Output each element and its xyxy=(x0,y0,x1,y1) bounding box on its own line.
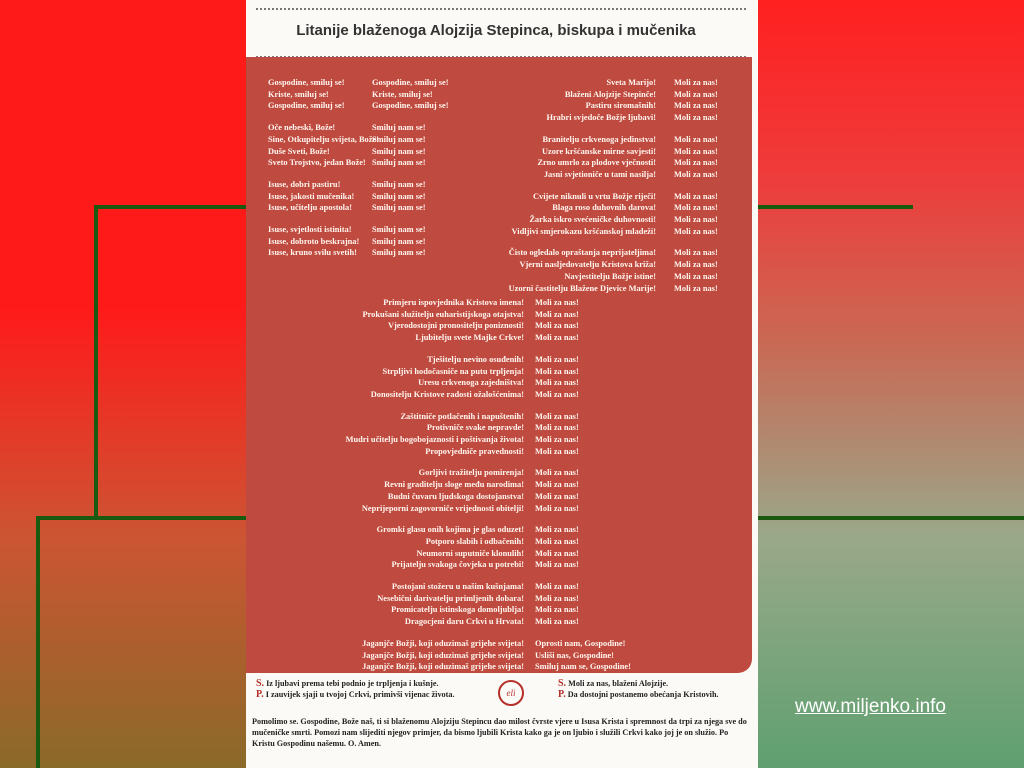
response-line: Moli za nas! xyxy=(674,89,718,99)
s-mark: S. xyxy=(558,678,567,689)
response-line: Moli za nas! xyxy=(674,283,718,293)
invocation-line: Kriste, smiluj se! xyxy=(268,89,329,99)
response-line: Gospodine, smiluj se! xyxy=(372,101,449,111)
response-line: Smiluj nam se! xyxy=(372,158,426,168)
prayer-text: Pomolimo se. Gospodine, Bože naš, ti si blaženomu Alojziju Stepincu dao milost čvrste vjere u Isusa Krista i spremnost da trpi za njega sve do mučeničke smrti. Pomozi nam slijediti njegov primjer, da bismo ljubili Krista kako ga je on ljubio i služili Crkvi kako joj je on služio. Po Kristu Gospodinu našemu. O. Amen. xyxy=(252,717,747,748)
invocation-line: Cvijete niknuli u vrtu Božje riječi! xyxy=(532,191,656,201)
invocation-line: Neprijeporni zagovorniče vrijednosti obitelji! xyxy=(361,503,524,513)
invocation-line: Gospodine, smiluj se! xyxy=(268,101,345,111)
response-line: Moli za nas! xyxy=(674,101,718,111)
invocation-line: Isuse, učitelju apostola! xyxy=(268,203,352,213)
response-line: Moli za nas! xyxy=(535,468,579,478)
invocation-line: Donositelju Kristove radosti ožalošćenima! xyxy=(370,389,524,399)
response-line: Moli za nas! xyxy=(535,503,579,513)
response-line: Smiluj nam se! xyxy=(372,134,426,144)
website-link[interactable]: www.miljenko.info xyxy=(795,696,946,717)
invocation-line: Jaganjče Božji, koji oduzimaš grijehe svijeta! xyxy=(362,662,524,672)
invocation-line: Sveto Trojstvo, jedan Bože! xyxy=(268,158,366,168)
response-line: Smiluj nam se! xyxy=(372,236,426,246)
invocation-line: Branitelju crkvenoga jedinstva! xyxy=(542,134,656,144)
response-line: Moli za nas! xyxy=(535,389,579,399)
invocation-line: Protivniče svake nepravde! xyxy=(426,423,524,433)
invocation-line: Nesebični darivatelju primljenih dobara! xyxy=(377,593,524,603)
invocation-line: Vjerni nasljedovatelju Kristova križa! xyxy=(519,260,656,270)
response-line: Moli za nas! xyxy=(535,548,579,558)
response-line: Moli za nas! xyxy=(535,582,579,592)
left-responses xyxy=(372,77,449,269)
invocation-line: Vidljivi smjerokazu kršćanskoj mladeži! xyxy=(511,226,656,236)
decor-line xyxy=(94,205,98,520)
invocation-line: Strpljivi hodočasniče na putu trpljenja! xyxy=(382,366,524,376)
response-line: Smiluj nam se! xyxy=(372,146,426,156)
invocation-line: Hrabri svjedoče Božje ljubavi! xyxy=(546,113,656,123)
response-line: Moli za nas! xyxy=(674,78,718,87)
invocation-line: Zrno umrlo za plodove vječnosti! xyxy=(537,158,656,168)
decor-line xyxy=(36,516,251,520)
invocation-line: Gromki glasu onih kojima je glas oduzet! xyxy=(376,525,524,535)
center-invocations xyxy=(346,297,524,683)
response-line: Smiluj nam se! xyxy=(372,123,426,133)
invocation-line: Sine, Otkupitelju svijeta, Bože! xyxy=(268,134,379,144)
invocation-line: Sveta Marijo! xyxy=(606,78,656,87)
response-line: Moli za nas! xyxy=(674,158,718,168)
response-line: Moli za nas! xyxy=(535,423,579,433)
response-line: Moli za nas! xyxy=(674,226,718,236)
response-line: Moli za nas! xyxy=(535,536,579,546)
decor-line xyxy=(36,516,40,768)
response-line: Moli za nas! xyxy=(535,378,579,388)
invocation-line: Navjestitelju Božje istine! xyxy=(564,271,656,281)
response-line: Moli za nas! xyxy=(535,333,579,343)
litany-panel xyxy=(246,57,752,673)
versicle-s-left: Iz ljubavi prema tebi podnio je trpljenja i kušnje. xyxy=(266,679,439,688)
invocation-line: Propovjedniče pravednosti! xyxy=(425,446,524,456)
p-mark: P. xyxy=(558,689,566,700)
invocation-line: Prokušani služitelju euharistijskoga otajstva! xyxy=(362,309,524,319)
response-line: Moli za nas! xyxy=(535,480,579,490)
response-line: Kriste, smiluj se! xyxy=(372,89,433,99)
invocation-line: Ljubitelju svete Majke Crkve! xyxy=(415,333,524,343)
invocation-line: Jaganjče Božji, koji oduzimaš grijehe svijeta! xyxy=(362,650,524,660)
center-responses xyxy=(535,297,631,683)
invocation-line: Primjeru ispovjednika Kristova imena! xyxy=(383,298,524,307)
response-line: Smiluj nam se! xyxy=(372,179,426,189)
response-line: Smiluj nam se! xyxy=(372,191,426,201)
s-mark: S. xyxy=(256,678,265,689)
response-line: Moli za nas! xyxy=(535,491,579,501)
invocation-line: Budni čuvaru ljudskoga dostojanstva! xyxy=(387,491,524,501)
invocation-line: Pastiru siromašnih! xyxy=(585,101,656,111)
decor-line xyxy=(94,205,254,209)
response-line: Moli za nas! xyxy=(535,411,579,421)
response-line: Moli za nas! xyxy=(674,113,718,123)
invocation-line: Neumorni suputniče klonulih! xyxy=(416,548,524,558)
invocation-line: Isuse, dobri pastiru! xyxy=(268,179,341,189)
response-line: Smiluj nam se! xyxy=(372,225,426,235)
response-line: Moli za nas! xyxy=(674,271,718,281)
response-line: Usliši nas, Gospodine! xyxy=(535,650,614,660)
invocation-line: Blaga roso duhovnih darova! xyxy=(552,203,656,213)
invocation-line: Isuse, svjetlosti istinita! xyxy=(268,225,352,235)
invocation-line: Postojani stožeru u našim kušnjama! xyxy=(391,582,524,592)
response-line: Moli za nas! xyxy=(535,525,579,535)
response-line: Smiluj nam se! xyxy=(372,203,426,213)
scanned-page xyxy=(246,0,758,768)
invocation-line: Jasni svjetioniče u tami nasilja! xyxy=(543,169,656,179)
response-line: Smiluj nam se, Gospodine! xyxy=(535,662,631,672)
decor-line xyxy=(755,516,1024,520)
response-line: Moli za nas! xyxy=(535,298,579,307)
left-invocations xyxy=(268,77,379,269)
invocation-line: Isuse, kruno svilu svetih! xyxy=(268,248,357,258)
invocation-line: Tješitelju nevino osuđenih! xyxy=(427,354,524,364)
invocation-line: Gospodine, smiluj se! xyxy=(268,78,345,87)
invocation-line: Jaganjče Božji, koji oduzimaš grijehe svijeta! xyxy=(362,638,524,648)
right-responses xyxy=(674,77,718,304)
response-line: Moli za nas! xyxy=(674,215,718,225)
response-line: Moli za nas! xyxy=(674,134,718,144)
invocation-line: Uresu crkvenoga zajedništva! xyxy=(418,378,524,388)
invocation-line: Blaženi Alojzije Stepinče! xyxy=(564,89,656,99)
invocation-line: Promicatelju istinskoga domoljublja! xyxy=(391,605,524,615)
invocation-line: Mudri učitelju bogobojaznosti i poštivanja života! xyxy=(345,435,524,445)
invocation-line: Isuse, dobroto beskrajna! xyxy=(268,236,360,246)
response-line: Moli za nas! xyxy=(535,321,579,331)
invocation-line: Uzore kršćanske mirne savjesti! xyxy=(541,146,656,156)
response-line: Moli za nas! xyxy=(535,354,579,364)
invocation-line: Oče nebeski, Bože! xyxy=(268,123,336,133)
response-line: Gospodine, smiluj se! xyxy=(372,78,449,87)
response-line: Moli za nas! xyxy=(535,366,579,376)
response-line: Moli za nas! xyxy=(535,446,579,456)
invocation-line: Žarka iskro svećeničke duhovnosti! xyxy=(529,215,656,225)
decor-line xyxy=(755,205,913,209)
response-line: Moli za nas! xyxy=(535,605,579,615)
response-line: Moli za nas! xyxy=(674,169,718,179)
invocation-line: Vjerodostojni pronositelju poniznosti! xyxy=(387,321,524,331)
response-line: Moli za nas! xyxy=(535,617,579,627)
invocation-line: Revni graditelju sloge među narodima! xyxy=(384,480,524,490)
invocation-line: Gorljivi tražitelju pomirenja! xyxy=(418,468,524,478)
p-mark: P. xyxy=(256,689,264,700)
response-line: Moli za nas! xyxy=(674,203,718,213)
right-invocations xyxy=(509,77,656,304)
invocation-line: Prijatelju svakoga čovjeka u potrebi! xyxy=(391,560,524,570)
page-title: Litanije blaženoga Alojzija Stepinca, biskupa i mučenika xyxy=(296,22,696,39)
response-line: Oprosti nam, Gospodine! xyxy=(535,638,626,648)
response-line: Moli za nas! xyxy=(535,309,579,319)
response-line: Moli za nas! xyxy=(674,248,718,258)
invocation-line: Uzorni častitelju Blažene Djevice Marije! xyxy=(508,283,656,293)
title-bar xyxy=(256,8,746,58)
invocation-line: Isuse, jakosti mučenika! xyxy=(268,191,355,201)
invocation-line: Dragocjeni daru Crkvi u Hrvata! xyxy=(404,617,524,627)
invocation-line: Zaštitniče potlačenih i napuštenih! xyxy=(400,411,524,421)
response-line: Moli za nas! xyxy=(535,593,579,603)
response-line: Moli za nas! xyxy=(674,191,718,201)
response-line: Moli za nas! xyxy=(535,560,579,570)
response-line: Moli za nas! xyxy=(535,435,579,445)
response-line: Moli za nas! xyxy=(674,260,718,270)
response-line: Smiluj nam se! xyxy=(372,248,426,258)
versicle-p-left: I zauvijek sjaji u tvojoj Crkvi, primivši vijenac života. xyxy=(265,690,455,699)
versicle-p-right: Da dostojni postanemo obećanja Kristovih. xyxy=(567,690,719,699)
response-line: Moli za nas! xyxy=(674,146,718,156)
eli-logo-icon: eli xyxy=(498,680,524,706)
invocation-line: Potporo slabih i odbačenih! xyxy=(425,536,524,546)
versicle-s-right: Moli za nas, blaženi Alojzije. xyxy=(568,679,669,688)
invocation-line: Duše Sveti, Bože! xyxy=(268,146,330,156)
invocation-line: Čisto ogledalo opraštanja neprijateljima! xyxy=(508,248,656,258)
